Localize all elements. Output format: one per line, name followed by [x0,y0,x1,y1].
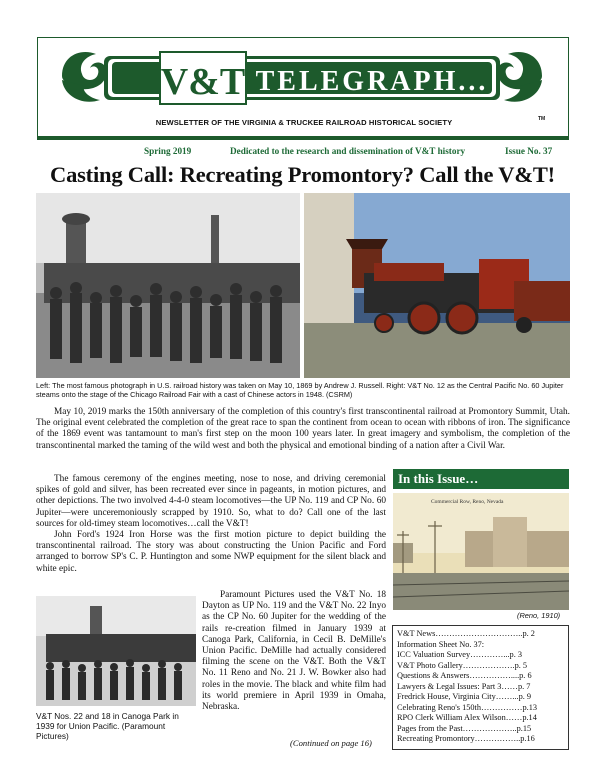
toc-item: Information Sheet No. 37: [397,639,485,649]
masthead-wordmark: TELEGRAPH... [255,66,489,97]
toc-item: Lawyers & Legal Issues: Part 3……p. 7 [397,681,531,691]
reno-postcard [393,493,569,610]
continued-note: (Continued on page 16) [290,738,372,748]
article-para-4-block [202,590,386,713]
toc-item: V&T Photo Gallery……………….p. 5 [397,660,528,670]
reno-caption: (Reno, 1910) [517,611,561,620]
masthead-banner [60,46,544,108]
toc-item: RPO Clerk William Alex Wilson……p.14 [397,713,537,722]
article-para-1: May 10, 2019 marks the 150th anniversary of the completion of this country's first transcontinental railroad at Promontory Summit, Utah. The original event celebrated the completion of the great race to span the continent from ocean to ocean with ribbons of iron. The significance of the 1869 event was tantamount to man's first step on the moon 100 years later. In great imagery and symbolism, the completion of the transcontinental marked the taming of the wild west and both the physical and emotional binding of a nation after a Civil War. [36,407,570,451]
headline: Casting Call: Recreating Promontory? Call the V&T! [50,162,555,187]
top-photo-caption: Left: The most famous photograph in U.S. railroad history was taken on May 10, 1869 by Andrew J. Russell. Right: V&T No. 12 as the Central Pacific No. 60 Jupiter steams onto the stage of the Chicago Railroad Fair with a cast of Chinese actors in 1948. (CSRM) [36,381,564,400]
in-this-issue-header: In this Issue… [393,469,569,489]
masthead [37,37,569,137]
small-photo-caption: V&T Nos. 22 and 18 in Canoga Park in 1939 for Union Pacific. (Paramount Pictures) [36,711,179,741]
toc-item: ICC Valuation Survey…………...p. 3 [397,650,522,659]
toc-item: Fredrick House, Virginia City……...p. 9 [397,692,532,701]
toc-item: Recreating Promontory……………..p.16 [397,734,535,743]
issue-tagline: Dedicated to the research and dissemination of V&T history [230,146,466,156]
toc-item: V&T News…………………………..p. 2 [397,629,535,638]
article-column [36,474,386,575]
toc-item: Celebrating Reno's 150th……………p.13 [397,702,537,712]
article-para-2: The famous ceremony of the engines meeting, nose to nose, and driving ceremonial spikes of gold and silver, has been recreated ever since in pageants, in motion pictures, and other depictions. The two involved 4-4-0 steam locomotives—the UP No. 119 and CP No. 60 Jupiter—were unceremoniously scrapped by 1910. So, what to do? Call one of the last sources for old-timey steam locomotives…call the V&T! [36,474,386,529]
issue-season: Spring 2019 [144,146,192,156]
masthead-rule [37,137,569,140]
trademark: TM [538,116,546,122]
masthead-subtitle: NEWSLETTER OF THE VIRGINIA & TRUCKEE RAILROAD HISTORICAL SOCIETY [155,118,453,127]
canoga-park-photo [36,596,196,706]
toc-item: Pages from the Past………………..p.15 [397,723,532,733]
monogram: V&T [160,61,246,103]
toc-item: Questions & Answers……………....p. 6 [397,671,532,680]
promontory-photo [36,193,300,378]
issue-number: Issue No. 37 [505,146,553,156]
postcard-inscription: Commercial Row, Reno, Nevada [431,499,504,505]
table-of-contents [392,625,569,750]
article-para-3: John Ford's 1924 Iron Horse was the first motion picture to depict building the transcontinental railroad. The story was about constructing the Union Pacific and Ford arranged to borrow SP's C. P. Huntington and some NWP equipment for the silent black and white epic. [36,530,386,574]
jupiter-photo [304,193,570,378]
article-para-4: Paramount Pictures used the V&T No. 18 Dayton as UP No. 119 and the V&T No. 22 Inyo as the CP No. 60 Jupiter for the wedding of the rails re-creation filmed in January 1939 at Canoga Park, California, in Cecil B. DeMille's Union Pacific. DeMille had actually considered filming the scene on the V&T. Both the V&T No. 11 Reno and No. 21 J. W. Bowker also had roles in the movie. The black and white film had its world premiere in April 1939 in Omaha, Nebraska. [202,590,386,713]
